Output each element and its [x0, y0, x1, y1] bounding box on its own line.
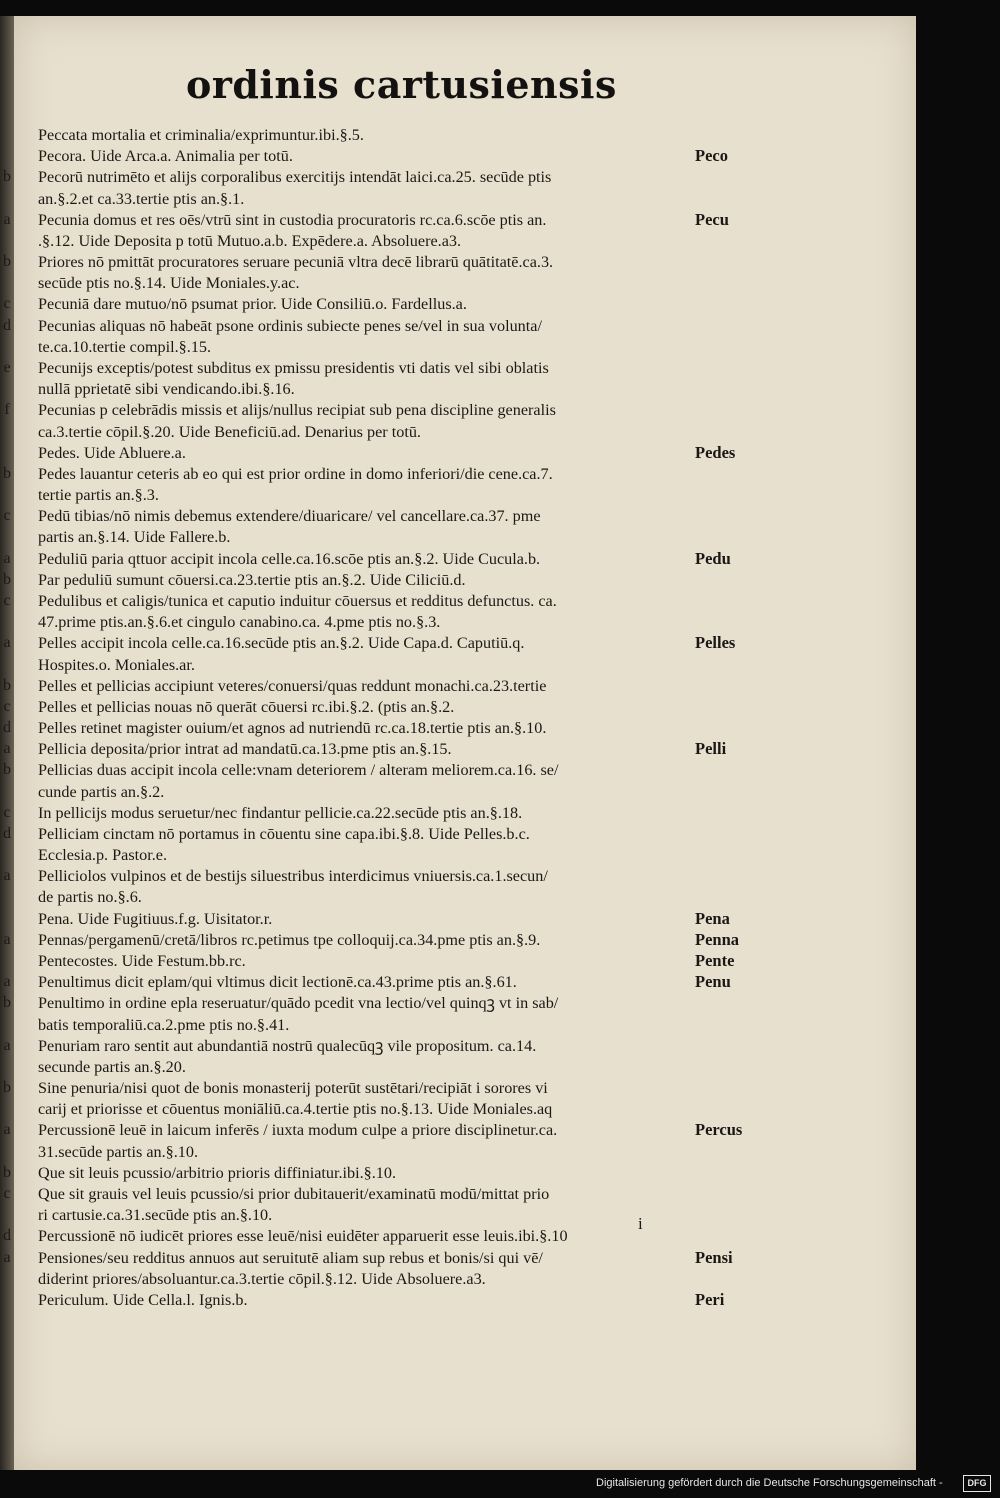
margin-letter: b	[3, 253, 11, 271]
margin-letter: e	[3, 358, 11, 376]
marginal-heading: Peco	[695, 146, 728, 166]
entry-text: nullā pprietatē sibi vendicando.ibi.§.16.	[38, 380, 295, 399]
index-line	[0, 1119, 1000, 1141]
entry-text: secūde ptis no.§.14. Uide Moniales.y.ac.	[38, 274, 300, 293]
margin-letter: c	[3, 507, 11, 525]
index-line	[0, 442, 1000, 464]
index-line	[0, 696, 1000, 718]
page-header-title: ordinis cartusiensis	[186, 62, 617, 107]
entry-text: Percussionē leuē in laicum inferēs / iuxta modum culpe a priore disciplinetur.ca.	[38, 1121, 558, 1140]
entry-text: Penultimus dicit eplam/qui vltimus dicit lectionē.ca.43.prime ptis an.§.61.	[38, 973, 517, 992]
entry-text: In pellicijs modus seruetur/nec findantur pellicie.ca.22.secūde ptis an.§.18.	[38, 803, 523, 822]
margin-letter: b	[3, 168, 11, 186]
entry-text: 31.secūde partis an.§.10.	[38, 1142, 199, 1161]
digitization-credit: Digitalisierung gefördert durch die Deutsche Forschungsgemeinschaft -	[596, 1477, 943, 1489]
entry-text: batis temporaliū.ca.2.pme ptis no.§.41.	[38, 1015, 290, 1034]
index-line	[0, 336, 1000, 358]
entry-text: tertie partis an.§.3.	[38, 486, 159, 505]
entry-text: cunde partis an.§.2.	[38, 782, 165, 801]
index-line	[0, 823, 1000, 845]
entry-text: Pellicia deposita/prior intrat ad mandatū.ca.13.pme ptis an.§.15.	[38, 740, 452, 759]
entry-text: ri cartusie.ca.31.secūde ptis an.§.10.	[38, 1206, 273, 1225]
index-line	[0, 759, 1000, 781]
entry-text: carij et priorisse et cōuentus moniāliū.ca.4.tertie ptis no.§.13. Uide Moniales.aq	[38, 1100, 553, 1119]
index-line	[0, 929, 1000, 951]
index-line	[0, 251, 1000, 273]
marginal-heading: Pedu	[695, 548, 731, 568]
marginal-heading: Pecu	[695, 209, 729, 229]
index-line	[0, 484, 1000, 506]
index-line	[0, 738, 1000, 760]
margin-letter: a	[3, 973, 11, 991]
entry-text: te.ca.10.tertie compil.§.15.	[38, 337, 212, 356]
margin-letter: a	[3, 210, 11, 228]
entry-text: secunde partis an.§.20.	[38, 1057, 186, 1076]
entry-text: 47.prime ptis.an.§.6.et cingulo canabino.ca. 4.pme ptis no.§.3.	[38, 613, 441, 632]
index-line	[0, 272, 1000, 294]
margin-letter: a	[3, 634, 11, 652]
entry-text: Pecuniā dare mutuo/nō psumat prior. Uide Consiliū.o. Fardellus.a.	[38, 295, 467, 314]
entry-text: Par peduliū sumunt cōuersi.ca.23.tertie ptis an.§.2. Uide Ciliciū.d.	[38, 570, 466, 589]
margin-letter: b	[3, 1079, 11, 1097]
entry-text: Pedes. Uide Abluere.a.	[38, 443, 186, 462]
entry-text: Ecclesia.p. Pastor.e.	[38, 846, 168, 865]
entry-text: Pecunijs exceptis/potest subditus ex pmissu presidentis vti datis vel sibi oblatis	[38, 358, 549, 377]
marginal-heading: Pelles	[695, 633, 736, 653]
entry-text: Periculum. Uide Cella.l. Ignis.b.	[38, 1290, 248, 1309]
margin-letter: d	[3, 719, 11, 737]
index-line	[0, 992, 1000, 1014]
entry-text: Pena. Uide Fugitiuus.f.g. Uisitator.r.	[38, 909, 273, 928]
index-line	[0, 209, 1000, 231]
entry-text: ca.3.tertie cōpil.§.20. Uide Beneficiū.ad. Denarius per totū.	[38, 422, 421, 441]
index-line	[0, 950, 1000, 972]
entry-text: Pelliciam cinctam nō portamus in cōuentu sine capa.ibi.§.8. Uide Pelles.b.c.	[38, 824, 530, 843]
index-line	[0, 908, 1000, 930]
index-line	[0, 844, 1000, 866]
margin-letter: d	[3, 316, 11, 334]
index-line	[0, 1056, 1000, 1078]
entry-text: Pennas/pergamenū/cretā/libros rc.petimus tpe colloquij.ca.34.pme ptis an.§.9.	[38, 930, 541, 949]
margin-letter: a	[3, 1121, 11, 1139]
entry-text: partis an.§.14. Uide Fallere.b.	[38, 528, 231, 547]
margin-letter: c	[3, 697, 11, 715]
index-line	[0, 1183, 1000, 1205]
entry-text: Pecora. Uide Arca.a. Animalia per totū.	[38, 147, 293, 166]
index-line	[0, 632, 1000, 654]
signature-mark: i	[638, 1214, 643, 1233]
margin-letter: b	[3, 761, 11, 779]
margin-letter: a	[3, 1248, 11, 1266]
marginal-heading: Pensi	[695, 1247, 733, 1267]
index-line	[0, 399, 1000, 421]
entry-text: Percussionē nō iudicēt priores esse leuē/nisi euidēter apparuerit esse leuis.ibi.§.10	[38, 1227, 568, 1246]
margin-letter: c	[3, 591, 11, 609]
marginal-heading: Peri	[695, 1289, 725, 1309]
margin-letter: b	[3, 570, 11, 588]
entry-text: Pelles accipit incola celle.ca.16.secūde ptis an.§.2. Uide Capa.d. Caputiū.q.	[38, 634, 525, 653]
index-line	[0, 1225, 1000, 1247]
index-line	[0, 1098, 1000, 1120]
entry-text: .§.12. Uide Deposita p totū Mutuo.a.b. Expēdere.a. Absoluere.a3.	[38, 231, 462, 250]
index-line	[0, 781, 1000, 803]
marginal-heading: Pena	[695, 908, 730, 928]
entry-text: an.§.2.et ca.33.tertie ptis an.§.1.	[38, 189, 245, 208]
entry-text: Peduliū paria qttuor accipit incola celle.ca.16.scōe ptis an.§.2. Uide Cucula.b.	[38, 549, 541, 568]
index-line	[0, 1247, 1000, 1269]
index-line	[0, 865, 1000, 887]
index-line	[0, 505, 1000, 527]
index-line	[0, 611, 1000, 633]
entry-text: Pecunias p celebrādis missis et alijs/nullus recipiat sub pena discipline generalis	[38, 401, 556, 420]
margin-letter: b	[3, 676, 11, 694]
marginal-heading: Penna	[695, 929, 740, 949]
index-line	[0, 526, 1000, 548]
index-line	[0, 569, 1000, 591]
index-line	[0, 802, 1000, 824]
entry-text: Pecunias aliquas nō habeāt psone ordinis subiecte penes se/vel in sua volunta/	[38, 316, 542, 335]
margin-letter: a	[3, 1036, 11, 1054]
index-line	[0, 1014, 1000, 1036]
entry-text: Pelles et pellicias nouas nō querāt cōuersi rc.ibi.§.2. (ptis an.§.2.	[38, 697, 455, 716]
marginal-heading: Penu	[695, 972, 731, 992]
entry-text: Pedulibus et caligis/tunica et caputio induitur cōuersus et redditus defunctus. ca.	[38, 591, 557, 610]
index-line	[0, 1268, 1000, 1290]
index-line	[0, 590, 1000, 612]
index-line	[0, 971, 1000, 993]
entry-text: Pelles retinet magister ouium/et agnos ad nutriendū rc.ca.18.tertie ptis an.§.10.	[38, 719, 547, 738]
index-line	[0, 717, 1000, 739]
index-line	[0, 315, 1000, 337]
margin-letter: c	[3, 1185, 11, 1202]
marginal-heading: Pente	[695, 951, 735, 971]
entry-text: Peccata mortalia et criminalia/exprimuntur.ibi.§.5.	[38, 126, 364, 144]
entry-text: Pecunia domus et res oēs/vtrū sint in custodia procuratoris rc.ca.6.scōe ptis an.	[38, 210, 547, 229]
index-line	[0, 145, 1000, 167]
index-line	[0, 293, 1000, 315]
entry-text: Pedes lauantur ceteris ab eo qui est prior ordine in domo inferiori/die cene.ca.7.	[38, 464, 553, 483]
margin-letter: b	[3, 994, 11, 1012]
margin-letter: c	[3, 803, 11, 821]
margin-letter: c	[3, 295, 11, 313]
margin-letter: a	[3, 549, 11, 567]
marginal-heading: Percus	[695, 1120, 743, 1140]
index-line	[0, 1289, 1000, 1311]
entry-text: Pelles et pellicias accipiunt veteres/conuersi/quas reddunt monachi.ca.23.tertie	[38, 676, 547, 695]
index-line	[0, 188, 1000, 210]
index-line	[0, 1204, 1000, 1226]
index-line	[0, 463, 1000, 485]
index-line	[0, 378, 1000, 400]
entry-text: Pedū tibias/nō nimis debemus extendere/diuaricare/ vel cancellare.ca.37. pme	[38, 507, 541, 526]
entry-text: Pensiones/seu redditus annuos aut seruitutē aliam sup rebus et bonis/si qui vē/	[38, 1248, 543, 1267]
index-line	[0, 548, 1000, 570]
index-line	[0, 1141, 1000, 1163]
index-line	[0, 357, 1000, 379]
entry-text: Pecorū nutrimēto et alijs corporalibus exercitijs intendāt laici.ca.25. secūde ptis	[38, 168, 552, 187]
index-line	[0, 654, 1000, 676]
margin-letter: f	[4, 401, 10, 419]
index-line	[0, 675, 1000, 697]
index-line	[0, 230, 1000, 252]
index-line	[0, 124, 1000, 146]
margin-letter: b	[3, 1163, 11, 1181]
margin-letter: d	[3, 824, 11, 842]
margin-letter: a	[3, 867, 11, 885]
entry-text: Pentecostes. Uide Festum.bb.rc.	[38, 952, 246, 971]
index-line	[0, 421, 1000, 443]
entry-text: Priores nō pmittāt procuratores seruare pecuniā vltra decē librarū quātitatē.ca.3.	[38, 253, 554, 272]
marginal-heading: Pelli	[695, 739, 727, 759]
entry-text: diderint priores/absoluantur.ca.3.tertie cōpil.§.12. Uide Absoluere.a3.	[38, 1269, 486, 1288]
entry-text: de partis no.§.6.	[38, 888, 142, 907]
entry-text: Sine penuria/nisi quot de bonis monasterij poterūt sustētari/recipiāt i sorores vi	[38, 1079, 548, 1098]
margin-letter: a	[3, 930, 11, 948]
index-line	[0, 1077, 1000, 1099]
entry-text: Pellicias duas accipit incola celle:vnam deteriorem / alteram meliorem.ca.16. se/	[38, 761, 559, 780]
index-line	[0, 886, 1000, 908]
entry-text: Hospites.o. Moniales.ar.	[38, 655, 195, 674]
index-line	[0, 1162, 1000, 1184]
margin-letter: d	[3, 1227, 11, 1245]
margin-letter: b	[3, 464, 11, 482]
entry-text: Pelliciolos vulpinos et de bestijs siluestribus interdicimus vniuersis.ca.1.secun/	[38, 867, 548, 886]
entry-text: Penuriam raro sentit aut abundantiā nostrū qualecūqꝫ vile propositum. ca.14.	[38, 1036, 537, 1055]
index-line	[0, 1035, 1000, 1057]
dfg-logo-icon: DFG	[963, 1475, 991, 1492]
entry-text: Que sit grauis vel leuis pcussio/si prior dubitauerit/examinatū modū/mittat prio	[38, 1185, 550, 1203]
index-line	[0, 166, 1000, 188]
entry-text: Penultimo in ordine epla reseruatur/quādo pcedit vna lectio/vel quinqꝫ vt in sab/	[38, 994, 559, 1013]
margin-letter: a	[3, 740, 11, 758]
entry-text: Que sit leuis pcussio/arbitrio prioris diffiniatur.ibi.§.10.	[38, 1163, 397, 1182]
marginal-heading: Pedes	[695, 442, 736, 462]
